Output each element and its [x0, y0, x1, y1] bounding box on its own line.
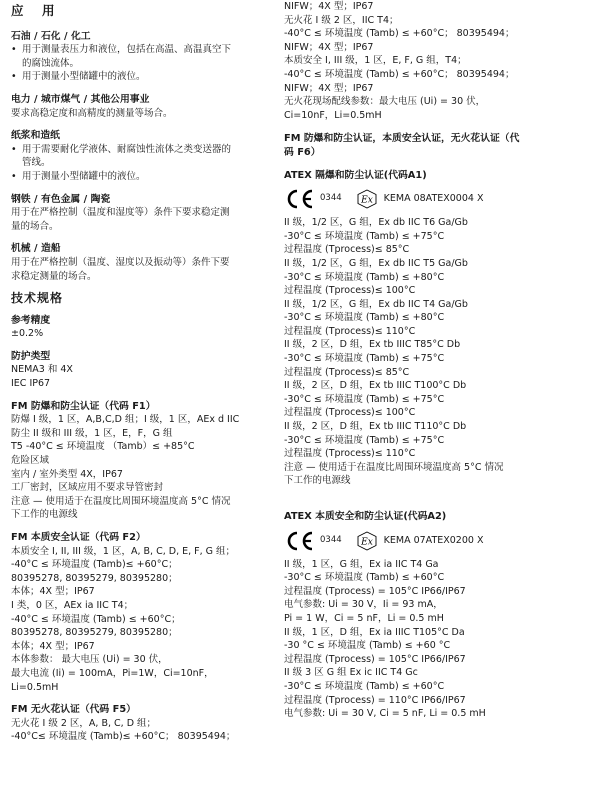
svg-text:Ex: Ex	[360, 195, 373, 206]
text-line: -30°C ≤ 环境温度 (Tamb) ≤ +60°C	[284, 680, 445, 692]
section-fm-f5-continued	[284, 0, 584, 122]
notified-body-number: 0344	[320, 534, 342, 545]
text-line: 要求高稳定度和高精度的测量等场合。	[11, 107, 173, 119]
section-power	[11, 93, 273, 120]
text-line: 下工作的电源线	[11, 509, 78, 521]
text-line: ±0.2%	[11, 328, 44, 340]
section-heading: ATEX 隔爆和防尘认证(代码A1)	[284, 169, 427, 181]
text-line: 室内 / 室外类型 4X，IP67	[11, 468, 123, 480]
text-line: 注意 — 使用适于在温度比周围环境温度高 5°C 情况	[11, 495, 231, 507]
section-heading: 机械 / 造船	[11, 243, 61, 255]
section-body	[11, 363, 273, 390]
section-paper	[11, 129, 273, 183]
section-heading: 纸浆和造纸	[11, 130, 60, 142]
text-line: 80395278, 80395279, 80395280；	[11, 572, 178, 584]
text-line: II 级，1 区，D 组，Ex ia IIIC T105°C Da	[284, 626, 465, 638]
bullet-list	[11, 43, 273, 84]
bullet-list	[11, 143, 273, 184]
section-body	[11, 545, 273, 695]
section-body	[11, 256, 273, 283]
text-line: 注意 — 使用适于在温度比周围环境温度高 5°C 情况	[284, 461, 504, 473]
text-line: -30°C ≤ 环境温度 (Tamb) ≤ +80°C	[284, 271, 445, 283]
text-line: FM 防爆和防尘认证，本质安全认证，无火花认证（代	[284, 133, 520, 145]
text-line: 最大电流 (Ii) = 100mA，Pi=1W，Ci=10nF，	[11, 667, 214, 679]
text-line: 电气参数: Ui = 30 V，Ii = 93 mA，	[284, 599, 443, 611]
text-line: -40°C ≤ 环境温度 (Tamb) ≤ +60°C； 80395494；	[284, 68, 515, 80]
section-body	[11, 413, 273, 522]
section-body	[284, 216, 584, 488]
text-line: -30°C ≤ 环境温度 (Tamb) ≤ +75°C	[284, 393, 445, 405]
text-line: -30°C ≤ 环境温度 (Tamb) ≤ +60°C	[284, 572, 445, 584]
text-line: II 级，1/2 区，G 组，Ex db IIC T4 Ga/Gb	[284, 298, 468, 310]
text-line: Ci=10nF，Li=0.5mH	[284, 109, 382, 121]
section-fm-f5	[11, 703, 273, 744]
section-body	[11, 107, 273, 121]
text-line: -30 °C ≤ 环境温度 (Tamb) ≤ +60 °C	[284, 640, 451, 652]
section-body	[284, 558, 584, 721]
section-body	[11, 717, 273, 744]
text-line: -30°C ≤ 环境温度 (Tamb) ≤ +75°C	[284, 434, 445, 446]
section-heading: FM 无火花认证（代码 F5）	[11, 704, 136, 716]
text-line: -30°C ≤ 环境温度 (Tamb) ≤ +75°C	[284, 353, 445, 365]
section-body	[11, 206, 273, 233]
text-line: T5 -40°C ≤ 环境温度 （Tamb）≤ +85°C	[11, 441, 195, 453]
text-line: NIFW；4X 型；IP67	[284, 82, 374, 94]
list-item-line: • 用于测量表压力和液位，包括在高温、高温真空下	[22, 44, 232, 56]
text-line: NIFW；4X 型；IP67	[284, 1, 374, 12]
text-line: II 级，2 区，D 组，Ex tb IIIC T85°C Db	[284, 339, 461, 351]
left-column	[11, 0, 273, 753]
text-line: 工厂密封，区域应用不要求导管密封	[11, 482, 164, 494]
text-line: 危险区域	[11, 455, 50, 467]
text-line: 过程温度 (Tprocess) = 105°C IP66/IP67	[284, 653, 466, 665]
text-line: 求稳定测量的场合。	[11, 270, 97, 282]
list-item	[11, 43, 273, 70]
text-line: -40°C ≤ 环境温度 (Tamb) ≤ +60°C； 80395494；	[284, 28, 515, 40]
section-fm-f2	[11, 531, 273, 694]
notified-body-number: 0344	[320, 193, 342, 204]
section-atex-a1	[284, 169, 584, 488]
text-line: 本体参数： 最大电压 (Ui) = 30 伏，	[11, 654, 168, 666]
text-line: II 级，2 区，D 组，Ex tb IIIC T100°C Db	[284, 380, 467, 392]
section-accuracy	[11, 314, 273, 341]
text-line: 过程温度 (Tprocess)≤ 85°C	[284, 244, 410, 256]
certification-marks	[284, 185, 584, 213]
text-line: 本质安全 I, II, III 级，1 区，A, B, C, D, E, F, G 组；	[11, 545, 236, 557]
section-heading: 防护类型	[11, 350, 51, 362]
text-line: 过程温度 (Tprocess)≤ 100°C	[284, 407, 416, 419]
section-heading	[284, 132, 584, 159]
section-atex-a2	[284, 510, 584, 721]
certificate-code: KEMA 08ATEX0004 X	[383, 193, 484, 205]
section-petrochemical	[11, 30, 273, 84]
text-line: 无火花 I 级 2 区，A, B, C, D 组；	[11, 717, 157, 729]
list-item	[11, 143, 273, 170]
text-line: -30°C ≤ 环境温度 (Tamb) ≤ +80°C	[284, 312, 445, 324]
text-line: 过程温度 (Tprocess)≤ 100°C	[284, 285, 416, 297]
list-item-line: 管线。	[22, 157, 51, 169]
text-line: 过程温度 (Tprocess) = 110°C IP66/IP67	[284, 694, 466, 706]
text-line: Pi = 1 W，Ci = 5 nF，Li = 0.5 mH	[284, 612, 444, 624]
text-line: II 级，2 区，D 组，Ex tb IIIC T110°C Db	[284, 421, 467, 433]
text-line: 量的场合。	[11, 220, 59, 232]
text-line: 码 F6）	[284, 146, 321, 158]
text-line: IEC IP67	[11, 378, 51, 390]
section-body	[284, 0, 584, 122]
text-line: 80395278, 80395279, 80395280；	[11, 627, 178, 639]
section-heading: 电力 / 城市煤气 / 其他公用事业	[11, 93, 150, 105]
ex-hexagon-icon	[356, 189, 378, 209]
list-item	[11, 170, 273, 184]
text-line: 防爆 I 级，1 区，A,B,C,D 组；I 级，1 区，AEx d IIC	[11, 414, 240, 426]
text-line: 本体；4X 型；IP67	[11, 586, 95, 598]
text-line: II 级，1/2 区，G 组，Ex db IIC T6 Ga/Gb	[284, 217, 468, 229]
applications-title: 应 用	[11, 3, 58, 18]
section-heading: 钢铁 / 有色金属 / 陶瓷	[11, 193, 111, 205]
text-line: -40°C ≤ 环境温度 (Tamb)≤ +60°C；	[11, 559, 178, 571]
text-line: NEMA3 和 4X	[11, 364, 73, 376]
list-item	[11, 70, 273, 84]
text-line: NIFW；4X 型；IP67	[284, 41, 374, 53]
text-line: -40°C≤ 环境温度 (Tamb)≤ +60°C； 80395494；	[11, 731, 236, 743]
text-line: 过程温度 (Tprocess)≤ 85°C	[284, 366, 410, 378]
text-line: 本质安全 I, III 级，1 区，E, F, G 组，T4；	[284, 55, 467, 67]
text-line: -30°C ≤ 环境温度 (Tamb) ≤ +75°C	[284, 230, 445, 242]
section-heading: FM 本质安全认证（代码 F2）	[11, 532, 146, 543]
text-line: II 级，1/2 区，G 组，Ex db IIC T5 Ga/Gb	[284, 257, 468, 269]
specifications-title: 技术规格	[11, 291, 64, 306]
section-heading: FM 防爆和防尘认证（代码 F1）	[11, 400, 156, 412]
certificate-code: KEMA 07ATEX0200 X	[383, 534, 484, 546]
text-line: 过程温度 (Tprocess)≤ 110°C	[284, 448, 416, 460]
section-fm-f6	[284, 132, 584, 159]
section-protection	[11, 350, 273, 391]
text-line: 本体；4X 型；IP67	[11, 640, 95, 652]
text-line: 过程温度 (Tprocess)≤ 110°C	[284, 325, 416, 337]
text-line: 下工作的电源线	[284, 475, 351, 487]
text-line: 用于在严格控制（温度、湿度以及振动等）条件下要	[11, 256, 230, 268]
section-fm-f1	[11, 400, 273, 522]
section-steel	[11, 193, 273, 234]
text-line: 过程温度 (Tprocess) = 105°C IP66/IP67	[284, 585, 466, 597]
text-line: 无火花现场配线参数：最大电压 (Ui) = 30 伏，	[284, 96, 486, 108]
text-line: 防尘 II 级和 III 级，1 区，E，F，G 组	[11, 427, 173, 439]
list-item-line: • 用于测量小型储罐中的液位。	[22, 71, 146, 83]
right-column	[284, 0, 584, 730]
section-machinery	[11, 242, 273, 283]
text-line: 电气参数: Ui = 30 V, Ci = 5 nF, Li = 0.5 mH	[284, 708, 486, 720]
section-heading: 参考精度	[11, 314, 51, 326]
section-heading: ATEX 本质安全和防尘认证(代码A2)	[284, 511, 447, 522]
list-item-line: • 用于需要耐化学液体、耐腐蚀性流体之类变送器的	[22, 143, 232, 155]
text-line: II 级 3 区 G 组 Ex ic IIC T4 Gc	[284, 667, 418, 679]
text-line: II 级，1 区，G 组，Ex ia IIC T4 Ga	[284, 558, 439, 570]
list-item-line: • 用于测量小型储罐中的液位。	[22, 170, 146, 182]
text-line: Li=0.5mH	[11, 681, 59, 693]
text-line: 用于在严格控制（温度和湿度等）条件下要求稳定测	[11, 207, 230, 219]
certification-marks	[284, 527, 584, 555]
section-body	[11, 327, 273, 341]
ex-hexagon-icon	[356, 531, 378, 551]
ce-mark-icon	[284, 529, 316, 553]
ce-mark-icon	[284, 187, 316, 211]
text-line: -40°C ≤ 环境温度 (Tamb) ≤ +60°C；	[11, 613, 181, 625]
section-heading: 石油 / 石化 / 化工	[11, 30, 91, 42]
svg-text:Ex: Ex	[360, 537, 373, 548]
text-line: 无火花 I 级 2 区，IIC T4；	[284, 14, 399, 26]
list-item-line: 的腐蚀流体。	[22, 57, 80, 69]
text-line: I 类，0 区，AEx ia IIC T4；	[11, 599, 134, 611]
